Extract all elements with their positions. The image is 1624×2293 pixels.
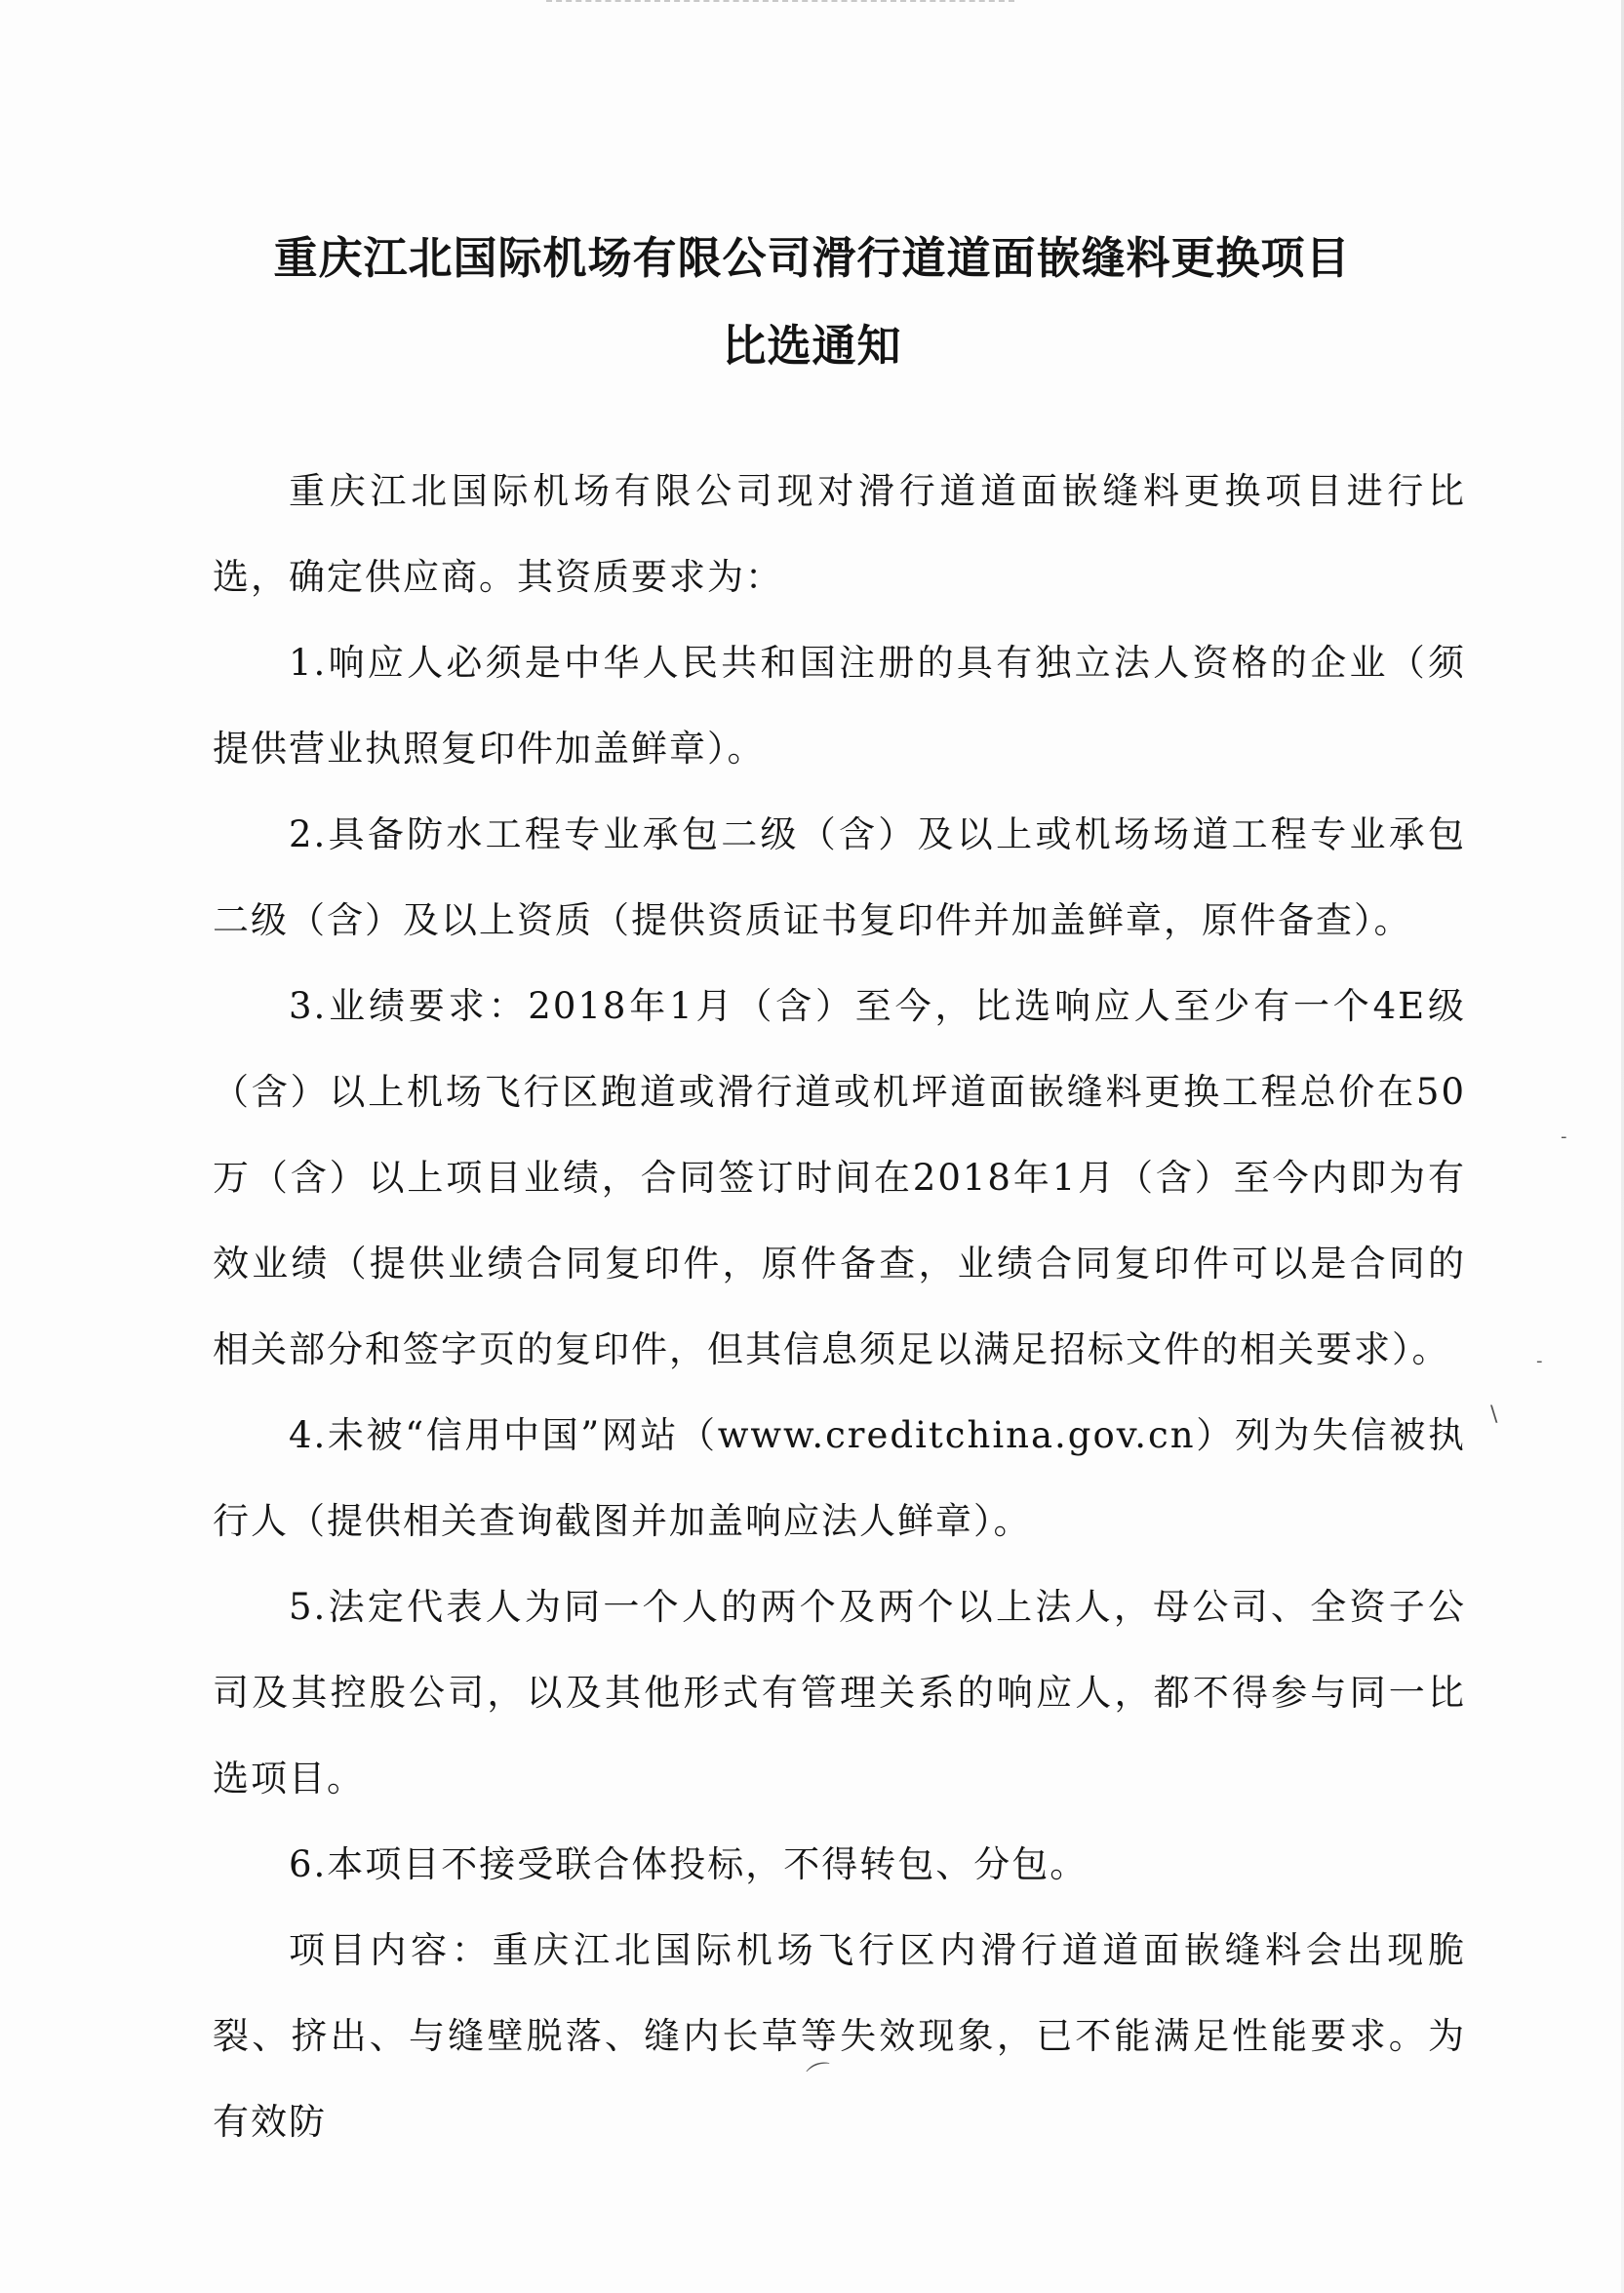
project-content-paragraph: 项目内容：重庆江北国际机场飞行区内滑行道道面嵌缝料会出现脆裂、挤出、与缝壁脱落、缝内长草等失效现象，已不能满足性能要求。为有效防 [213,1929,1466,2143]
requirement-4: 4.未被“信用中国”网站（www.creditchina.gov.cn）列为失信被执行人（提供相关查询截图并加盖响应法人鲜章）。 [213,1414,1466,1542]
intro-paragraph: 重庆江北国际机场有限公司现对滑行道道面嵌缝料更换项目进行比选，确定供应商。其资质要求为： [213,470,1466,598]
requirement-3: 3.业绩要求：2018年1月（含）至今，比选响应人至少有一个4E级（含）以上机场飞行区跑道或滑行道或机坪道面嵌缝料更换工程总价在50万（含）以上项目业绩，合同签订时间在2018年1月（含）至今内即为有效业绩（提供业绩合同复印件，原件备查，业绩合同复印件可以是合同的相关部分和签字页的复印件，但其信息须足以满足招标文件的相关要求）。 [213,985,1466,1370]
requirement-1: 1.响应人必须是中华人民共和国注册的具有独立法人资格的企业（须提供营业执照复印件加盖鲜章）。 [213,642,1466,770]
scan-mark: - [1561,1127,1567,1147]
document-title-line-1: 重庆江北国际机场有限公司滑行道道面嵌缝料更换项目 [273,232,1351,284]
scan-mark: ⌒ [804,2058,839,2095]
scan-mark: \ [1490,1403,1498,1427]
requirement-6: 6.本项目不接受联合体投标，不得转包、分包。 [289,1843,1089,1885]
scan-mark: - [1536,1351,1543,1371]
requirement-2: 2.具备防水工程专业承包二级（含）及以上或机场场道工程专业承包二级（含）及以上资质（提供资质证书复印件并加盖鲜章，原件备查）。 [213,813,1466,941]
scan-edge-artifact [546,0,1014,5]
document-body [213,449,1466,2165]
requirement-5: 5.法定代表人为同一个人的两个及两个以上法人，母公司、全资子公司及其控股公司，以及其他形式有管理关系的响应人，都不得参与同一比选项目。 [213,1586,1466,1799]
document-title-line-2: 比选通知 [722,320,902,372]
